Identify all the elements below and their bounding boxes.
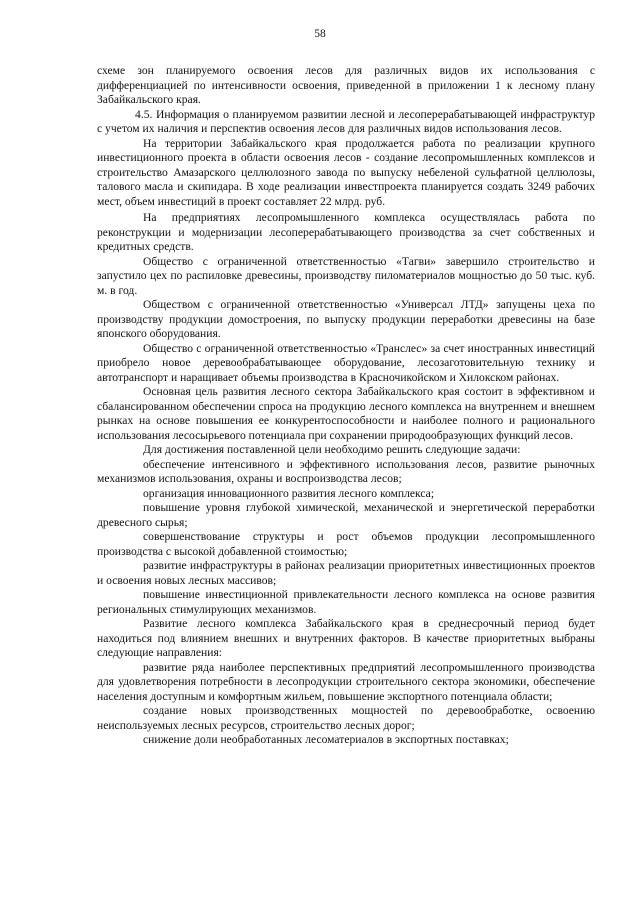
list-item-priority: создание новых производственных мощностей по деревообработке, освоению неиспользуемых лесных ресурсов, строительство лесных дорог; bbox=[97, 704, 595, 732]
list-item-task: совершенствование структуры и рост объемов продукции лесопромышленного производства с высокой добавленной стоимостью; bbox=[97, 530, 595, 558]
paragraph-intro-continuation: схеме зон планируемого освоения лесов для различных видов их использования с дифференциацией по интенсивности освоения, приведенной в приложении 1 к лесному плану Забайкальского края. bbox=[97, 64, 595, 106]
list-item-task: организация инновационного развития лесного комплекса; bbox=[143, 486, 435, 500]
page-number: 58 bbox=[314, 28, 326, 40]
list-item-priority: развитие ряда наиболее перспективных предприятий лесопромышленного производства для удовлетворения потребности в лесопродукции строительного сектора экономики, обеспечение населения доступным и комфортным жильем, повышение экспортного потенциала области; bbox=[97, 660, 595, 703]
paragraph-transles: Общество с ограниченной ответственностью «Транслес» за счет иностранных инвестиций приобрело новое деревообрабатывающее оборудование, лесозаготовительную технику и автотранспорт и наращивает объемы производства в Красночикойском и Хилокском районах. bbox=[97, 341, 595, 384]
list-item-priority: снижение доли необработанных лесоматериалов в экспортных поставках; bbox=[143, 733, 509, 746]
list-item-task: повышение уровня глубокой химической, механической и энергетической переработки древесного сырья; bbox=[97, 501, 595, 529]
paragraph-main-goal: Основная цель развития лесного сектора Забайкальского края состоит в эффективном и сбалансированном обеспечении спроса на продукцию лесного комплекса на внутреннем и внешнем рынках на основе повышения ее конкурентоспособности и наиболее полного и рационального использования лесосырьевого потенциала при сохранении природообразующих функций лесов. bbox=[97, 385, 595, 442]
list-item-task: развитие инфраструктуры в районах реализации приоритетных инвестиционных проектов и освоения новых лесных массивов; bbox=[97, 559, 595, 587]
paragraph-tagvi: Общество с ограниченной ответственностью «Тагви» завершило строительство и запустило цех по распиловке древесины, производству пиломатериалов мощностью до 50 тыс. куб. м. в год. bbox=[97, 254, 595, 297]
paragraph-reconstruction: На предприятиях лесопромышленного комплекса осуществлялась работа по реконструкции и модернизации лесоперерабатывающего производства за счет собственных и кредитных средств. bbox=[97, 211, 595, 253]
document-body bbox=[97, 64, 595, 748]
list-item-task: повышение инвестиционной привлекательности лесного комплекса на основе развития региональных стимулирующих механизмов. bbox=[97, 588, 595, 616]
paragraph-tasks-intro: Для достижения поставленной цели необходимо решить следующие задачи: bbox=[143, 443, 521, 456]
section-heading-4-5: 4.5. Информация о планируемом развитии лесной и лесоперерабатывающей инфраструктур с учетом их наличия и перспектив освоения лесов для различных видов использования лесов. bbox=[97, 107, 595, 135]
paragraph-priorities-intro: Развитие лесного комплекса Забайкальского края в среднесрочный период будет находиться под влиянием внешних и внутренних факторов. В качестве приоритетных выбраны следующие направления: bbox=[97, 617, 595, 659]
paragraph-universal-ltd: Обществом с ограниченной ответственностью «Универсал ЛТД» запущены цеха по производству продукции домостроения, по выпуску продукции переработки древесины на базе японского оборудования. bbox=[97, 298, 595, 340]
paragraph-investment-project: На территории Забайкальского края продолжается работа по реализации крупного инвестиционного проекта в области освоения лесов - создание лесопромышленных комплексов и строительство Амазарского целлюлозного завода по выпуску небеленой сульфатной целлюлозы, талового масла и скипидара. В ходе реализации инвестпроекта планируется создать 3249 рабочих мест, объем инвестиций в проект составляет 22 млрд. руб. bbox=[97, 136, 595, 208]
list-item-task: обеспечение интенсивного и эффективного использования лесов, развитие рыночных механизмов использования, охраны и воспроизводства лесов; bbox=[97, 457, 595, 485]
